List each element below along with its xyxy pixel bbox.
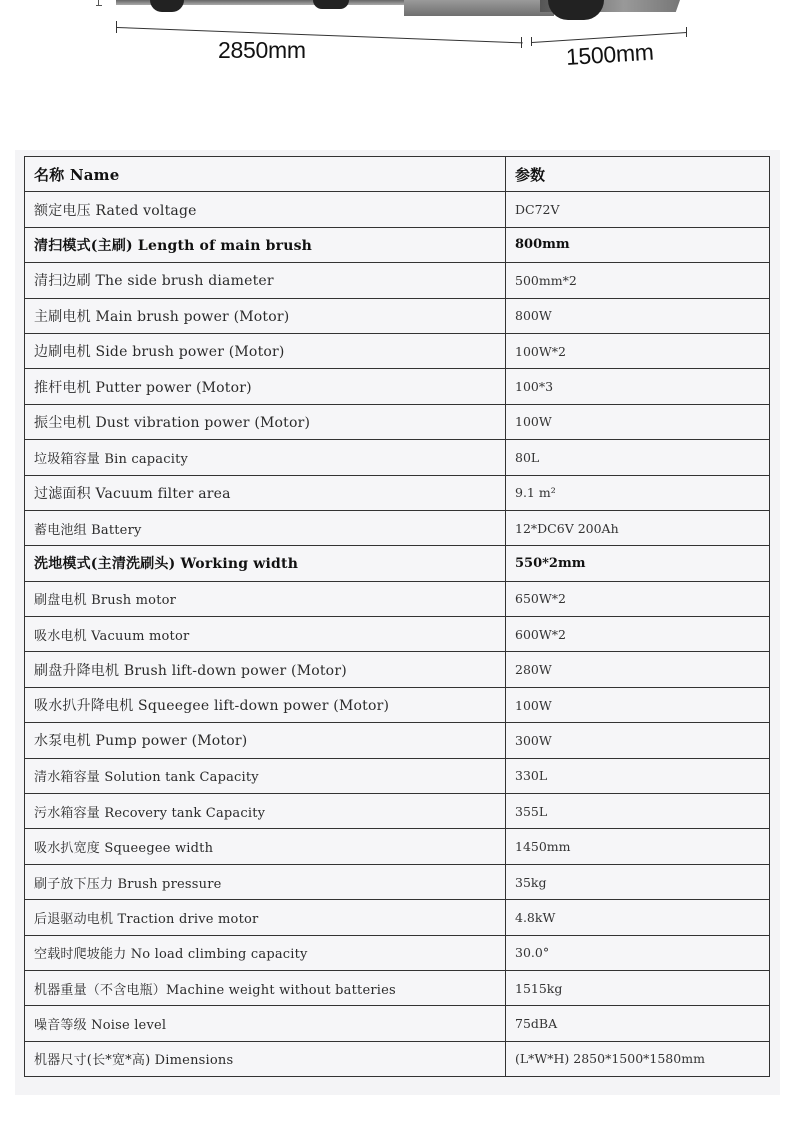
spec-name: 刷子放下压力 Brush pressure bbox=[25, 864, 506, 899]
table-row bbox=[25, 475, 770, 510]
spec-value: 280W bbox=[506, 652, 770, 687]
header-value: 参数 bbox=[506, 157, 770, 192]
spec-value: 300W bbox=[506, 723, 770, 758]
spec-name: 过滤面积 Vacuum filter area bbox=[25, 475, 506, 510]
spec-name: 污水箱容量 Recovery tank Capacity bbox=[25, 794, 506, 829]
rear-wheel bbox=[548, 0, 604, 20]
spec-value: 550*2mm bbox=[506, 546, 770, 581]
table-row bbox=[25, 935, 770, 970]
spec-name: 后退驱动电机 Traction drive motor bbox=[25, 900, 506, 935]
spec-value: 100W bbox=[506, 404, 770, 439]
width-label: 1500mm bbox=[565, 38, 655, 70]
table-row bbox=[25, 1041, 770, 1076]
spec-value: 330L bbox=[506, 758, 770, 793]
spec-name: 噪音等级 Noise level bbox=[25, 1006, 506, 1041]
spec-value: 80L bbox=[506, 440, 770, 475]
table-row bbox=[25, 369, 770, 404]
spec-name: 刷盘电机 Brush motor bbox=[25, 581, 506, 616]
table-row bbox=[25, 510, 770, 545]
spec-name: 机器尺寸(长*宽*高) Dimensions bbox=[25, 1041, 506, 1076]
spec-value: 500mm*2 bbox=[506, 263, 770, 298]
spec-value: 100*3 bbox=[506, 369, 770, 404]
width-end-tick bbox=[686, 27, 687, 37]
length-label: 2850mm bbox=[218, 37, 306, 63]
spec-name: 边刷电机 Side brush power (Motor) bbox=[25, 333, 506, 368]
spec-table bbox=[24, 156, 770, 1077]
spec-name: 清扫模式(主刷) Length of main brush bbox=[25, 227, 506, 262]
height-dimension-tick bbox=[96, 0, 102, 6]
table-row bbox=[25, 723, 770, 758]
spec-value: 800mm bbox=[506, 227, 770, 262]
front-wheel bbox=[150, 0, 184, 12]
table-row bbox=[25, 829, 770, 864]
mid-wheel bbox=[313, 0, 349, 9]
table-row bbox=[25, 970, 770, 1005]
table-row bbox=[25, 687, 770, 722]
spec-value: (L*W*H) 2850*1500*1580mm bbox=[506, 1041, 770, 1076]
table-row bbox=[25, 192, 770, 227]
spec-name: 清水箱容量 Solution tank Capacity bbox=[25, 758, 506, 793]
spec-value: 355L bbox=[506, 794, 770, 829]
spec-name: 清扫边刷 The side brush diameter bbox=[25, 263, 506, 298]
spec-name: 垃圾箱容量 Bin capacity bbox=[25, 440, 506, 475]
table-row bbox=[25, 794, 770, 829]
spec-name: 洗地模式(主清洗刷头) Working width bbox=[25, 546, 506, 581]
table-row bbox=[25, 333, 770, 368]
spec-value: 650W*2 bbox=[506, 581, 770, 616]
table-row bbox=[25, 546, 770, 581]
spec-name: 机器重量（不含电瓶）Machine weight without batteries bbox=[25, 970, 506, 1005]
length-line bbox=[117, 27, 523, 43]
table-row bbox=[25, 404, 770, 439]
spec-value: 35kg bbox=[506, 864, 770, 899]
table-header-row bbox=[25, 157, 770, 192]
spec-value: 75dBA bbox=[506, 1006, 770, 1041]
header-name: 名称 Name bbox=[25, 157, 506, 192]
spec-value: 1515kg bbox=[506, 970, 770, 1005]
table-row bbox=[25, 617, 770, 652]
machine-side-panel bbox=[404, 0, 554, 16]
spec-name: 推杆电机 Putter power (Motor) bbox=[25, 369, 506, 404]
table-row bbox=[25, 263, 770, 298]
spec-value: 12*DC6V 200Ah bbox=[506, 510, 770, 545]
spec-name: 水泵电机 Pump power (Motor) bbox=[25, 723, 506, 758]
spec-name: 吸水扒宽度 Squeegee width bbox=[25, 829, 506, 864]
length-end-tick bbox=[521, 37, 522, 48]
spec-value: 800W bbox=[506, 298, 770, 333]
spec-value: 1450mm bbox=[506, 829, 770, 864]
spec-value: 30.0° bbox=[506, 935, 770, 970]
spec-name: 蓄电池组 Battery bbox=[25, 510, 506, 545]
table-row bbox=[25, 298, 770, 333]
spec-value: 100W bbox=[506, 687, 770, 722]
spec-value: 600W*2 bbox=[506, 617, 770, 652]
spec-value: 100W*2 bbox=[506, 333, 770, 368]
table-row bbox=[25, 227, 770, 262]
spec-value: 9.1 m² bbox=[506, 475, 770, 510]
spec-name: 刷盘升降电机 Brush lift-down power (Motor) bbox=[25, 652, 506, 687]
table-row bbox=[25, 581, 770, 616]
table-row bbox=[25, 652, 770, 687]
spec-name: 吸水电机 Vacuum motor bbox=[25, 617, 506, 652]
table-row bbox=[25, 1006, 770, 1041]
spec-name: 振尘电机 Dust vibration power (Motor) bbox=[25, 404, 506, 439]
spec-value: DC72V bbox=[506, 192, 770, 227]
machine-photo bbox=[0, 0, 800, 24]
table-row bbox=[25, 864, 770, 899]
spec-name: 吸水扒升降电机 Squeegee lift-down power (Motor) bbox=[25, 687, 506, 722]
spec-name: 主刷电机 Main brush power (Motor) bbox=[25, 298, 506, 333]
table-row bbox=[25, 900, 770, 935]
table-row bbox=[25, 758, 770, 793]
spec-name: 额定电压 Rated voltage bbox=[25, 192, 506, 227]
spec-value: 4.8kW bbox=[506, 900, 770, 935]
table-row bbox=[25, 440, 770, 475]
spec-name: 空载时爬坡能力 No load climbing capacity bbox=[25, 935, 506, 970]
